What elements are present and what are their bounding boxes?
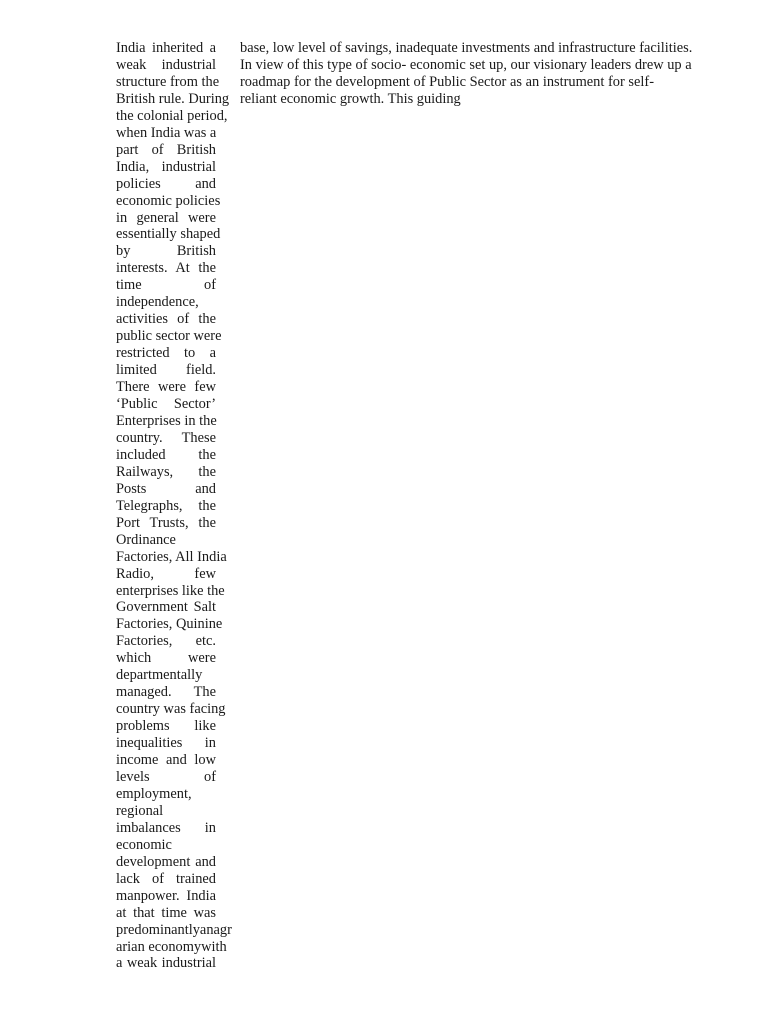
text-line: India inherited a: [116, 40, 216, 56]
text-line: departmentally: [116, 667, 203, 684]
text-line: when India was a: [116, 124, 217, 141]
text-line: policies and: [116, 175, 216, 192]
text-line: country was facing: [116, 701, 226, 718]
text-line: restricted to a: [116, 345, 216, 362]
text-line: enterprises like the: [116, 582, 225, 599]
text-line: regional: [116, 802, 164, 819]
text-line: activities of the: [116, 311, 216, 328]
text-line: development and: [116, 853, 216, 870]
text-line: roadmap for the development of Public Sector as an instrument for self-: [240, 73, 654, 90]
text-line: Factories, etc.: [116, 633, 216, 650]
text-line: employment,: [116, 785, 192, 802]
text-line: Enterprises in the: [116, 412, 217, 429]
text-line: In view of this type of socio- economic set up, our visionary leaders drew up a: [240, 56, 692, 73]
text-line: by British: [116, 243, 216, 260]
text-line: economic: [116, 836, 172, 853]
text-line: Port Trusts, the: [116, 514, 216, 531]
text-line: predominantlyanagr: [116, 921, 232, 938]
text-line: India, industrial: [116, 158, 216, 175]
text-line: interests. At the: [116, 260, 216, 277]
text-line: which were: [116, 650, 216, 667]
text-line: weak industrial: [116, 56, 216, 73]
text-line: a weak industrial: [116, 955, 216, 972]
text-line: arian economywith: [116, 938, 227, 955]
text-line: at that time was: [116, 904, 216, 921]
text-line: ‘Public Sector’: [116, 396, 216, 413]
text-line: structure from the: [116, 73, 220, 90]
text-line: Telegraphs, the: [116, 497, 216, 514]
text-line: economic policies: [116, 192, 221, 209]
text-line: reliant economic growth. This guiding: [240, 90, 461, 107]
text-line: managed. The: [116, 684, 216, 701]
text-line: imbalances in: [116, 819, 216, 836]
text-line: country. These: [116, 429, 216, 446]
text-line: part of British: [116, 141, 216, 158]
text-line: problems like: [116, 718, 216, 735]
text-line: time of: [116, 277, 216, 294]
text-line: Factories, All India: [116, 548, 227, 565]
text-line: limited field.: [116, 362, 216, 379]
text-line: levels of: [116, 768, 216, 785]
text-line: essentially shaped: [116, 226, 221, 243]
text-line: independence,: [116, 294, 199, 311]
text-line: manpower. India: [116, 887, 216, 904]
left-text-column: [116, 40, 232, 972]
text-line: British rule. During: [116, 90, 230, 107]
text-line: included the: [116, 446, 216, 463]
right-text-column: [240, 40, 693, 108]
text-line: Ordinance: [116, 531, 176, 548]
text-line: Factories, Quinine: [116, 616, 223, 633]
text-line: There were few: [116, 379, 216, 396]
text-line: Government Salt: [116, 599, 216, 616]
text-line: Radio, few: [116, 565, 216, 582]
text-line: in general were: [116, 209, 216, 226]
text-line: Posts and: [116, 480, 216, 497]
text-line: lack of trained: [116, 870, 216, 887]
text-line: income and low: [116, 752, 216, 769]
text-line: the colonial period,: [116, 107, 228, 124]
text-line: Railways, the: [116, 463, 216, 480]
text-line: inequalities in: [116, 735, 216, 752]
text-line: public sector were: [116, 328, 222, 345]
text-line: base, low level of savings, inadequate investments and infrastructure facilities.: [240, 40, 693, 56]
